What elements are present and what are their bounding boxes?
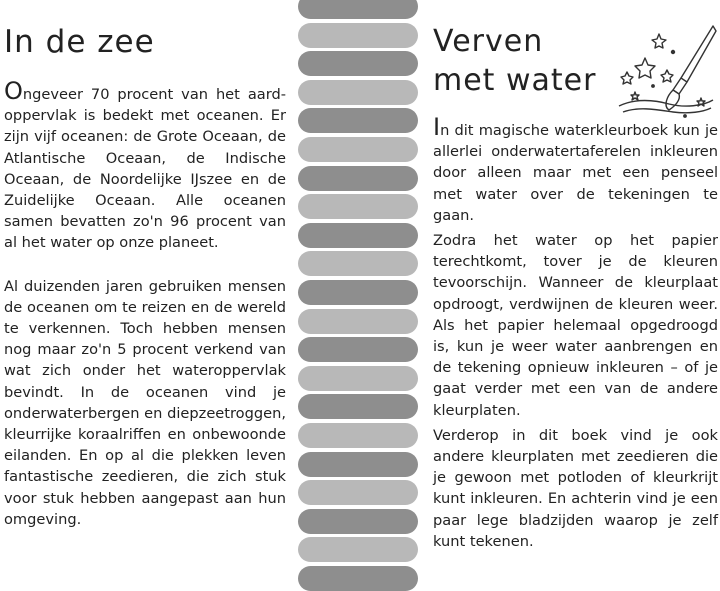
right-paragraph-2: Zodra het water op het papier terechtkomt, tover je de kleuren tevoorschijn. Wanneer de kleurplaat opdroogt, verdwijnen de kleuren weer. Als het papier helemaal opgedroogd is, kun je weer water aanbrengen en de tekening opnieuw inkleuren – of je gaat verder met een van de andere kleurplaten.: [433, 232, 718, 419]
left-body: [4, 77, 286, 530]
divider-stripe: [298, 423, 418, 448]
right-paragraph-3: Verderop in dit boek vind je ook andere kleurplaten met zeedieren die je gewoon met potloden of kleurkrijt kunt inkleuren. En achterin vind je een paar lege bladzijden waarop je zelf kunt tekenen.: [433, 426, 718, 550]
divider-stripe: [298, 509, 418, 534]
divider-stripe: [298, 452, 418, 477]
divider-stripe: [298, 537, 418, 562]
divider-stripe: [298, 137, 418, 162]
divider-stripe: [298, 23, 418, 48]
left-dropcap: O: [4, 77, 23, 105]
left-paragraph-1-text: ngeveer 70 procent van het aardoppervlak is bedekt met oceanen. Er zijn vijf oceanen: de Grote Oceaan, de Atlantische Oceaan, de Indische Oceaan, de Noordelijke IJszee en de Zuidelijke Oceaan. Alle oceanen samen bevatten zo'n 96 procent van al het water op onze planeet.: [4, 86, 286, 252]
divider-stripe: [298, 394, 418, 419]
right-paragraph-1: [433, 113, 718, 226]
divider-stripe: [298, 566, 418, 591]
divider-stripe: [298, 366, 418, 391]
divider-stripe: [298, 280, 418, 305]
divider-stripe: [298, 108, 418, 133]
divider-stripe: [298, 166, 418, 191]
left-heading: In de zee: [4, 24, 155, 60]
divider-stripe: [298, 80, 418, 105]
divider-stripe: [298, 337, 418, 362]
stripe-divider: [298, 0, 418, 572]
right-heading: Verven met water: [433, 24, 597, 98]
paintbrush-with-stars-icon: [615, 20, 717, 120]
right-paragraph-1-text: n dit magische waterkleurboek kun je allerlei onderwatertaferelen inkleuren door alleen maar met een penseel met water over de tekeningen te gaan.: [433, 122, 718, 224]
divider-stripe: [298, 194, 418, 219]
divider-stripe: [298, 51, 418, 76]
divider-stripe: [298, 0, 418, 19]
left-paragraph-1: [4, 77, 286, 254]
divider-stripe: [298, 223, 418, 248]
right-dropcap: I: [433, 113, 441, 141]
right-body: [433, 113, 718, 552]
divider-stripe: [298, 309, 418, 334]
divider-stripe: [298, 480, 418, 505]
divider-stripe: [298, 251, 418, 276]
left-paragraph-2: Al duizenden jaren gebruiken mensen de oceanen om te reizen en de wereld te verkennen. Toch hebben mensen nog maar zo'n 5 procent verkend van wat zich onder het wateroppervlak bevindt. In de oceanen vind je onderwaterbergen en diepzeetroggen, kleurrijke koraalriffen en onbewoonde eilanden. En op al die plekken leven fantastische zeedieren, die zich stuk voor stuk hebben aangepast aan hun omgeving.: [4, 277, 286, 528]
